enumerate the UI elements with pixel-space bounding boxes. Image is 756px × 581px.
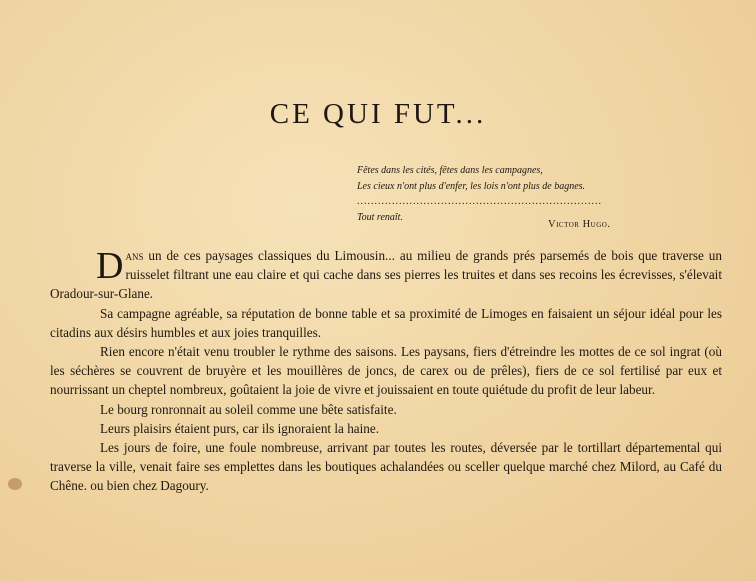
epigraph-ellipsis: ...................................................................... (357, 196, 602, 207)
chapter-title: CE QUI FUT... (269, 98, 487, 130)
epigraph-line-2: Les cieux n'ont plus d'enfer, les lois n'ont plus de bagnes. (357, 180, 586, 192)
paper-stain (8, 478, 22, 490)
body-text (50, 246, 722, 496)
paragraph-3: Rien encore n'était venu troubler le rythme des saisons. Les paysans, fiers d'étreindre les mottes de ce sol ingrat (où les séchères se couvrent de bruyère et les mouillères de joncs, de carex ou de prêles), fiers de ce sol fertilisé par eux et nourrissant un cheptel nombreux, goûtaient la joie de vivre et jouissaient en toute quiétude du profit de leur labeur. (50, 344, 722, 398)
paragraph-1 (50, 246, 722, 304)
paragraph-1-text: un de ces paysages classiques du Limousin... au milieu de grands prés parsemés de bois que traverse un ruisselet filtrant une eau claire et qui cache dans ses pierres les truites et dans ses recoins les écrevisses, s'élevait Oradour-sur-Glane. (50, 248, 722, 302)
epigraph-line-3: Tout renaît. (357, 211, 403, 223)
drop-cap: D (96, 245, 124, 287)
paragraph-4: Le bourg ronronnait au soleil comme une bête satisfaite. (100, 401, 397, 417)
epigraph-author: Victor Hugo. (548, 219, 611, 230)
paragraph-6: Les jours de foire, une foule nombreuse, arrivant par toutes les routes, déversée par le tortillart départemental qui traverse la ville, venait faire ses emplettes dans les boutiques achalandées ou sceller quelque marché chez Milord, au Café du Chêne. ou bien chez Dagoury. (50, 440, 722, 494)
epigraph (357, 163, 677, 225)
paragraph-5: Leurs plaisirs étaient purs, car ils ignoraient la haine. (100, 420, 380, 436)
paragraph-1-lead: ans (125, 248, 144, 263)
epigraph-line-1: Fêtes dans les cités, fêtes dans les campagnes, (357, 165, 543, 176)
paragraph-2: Sa campagne agréable, sa réputation de bonne table et sa proximité de Limoges en faisaient un séjour idéal pour les citadins aux désirs humbles et aux joies tranquilles. (50, 305, 722, 340)
